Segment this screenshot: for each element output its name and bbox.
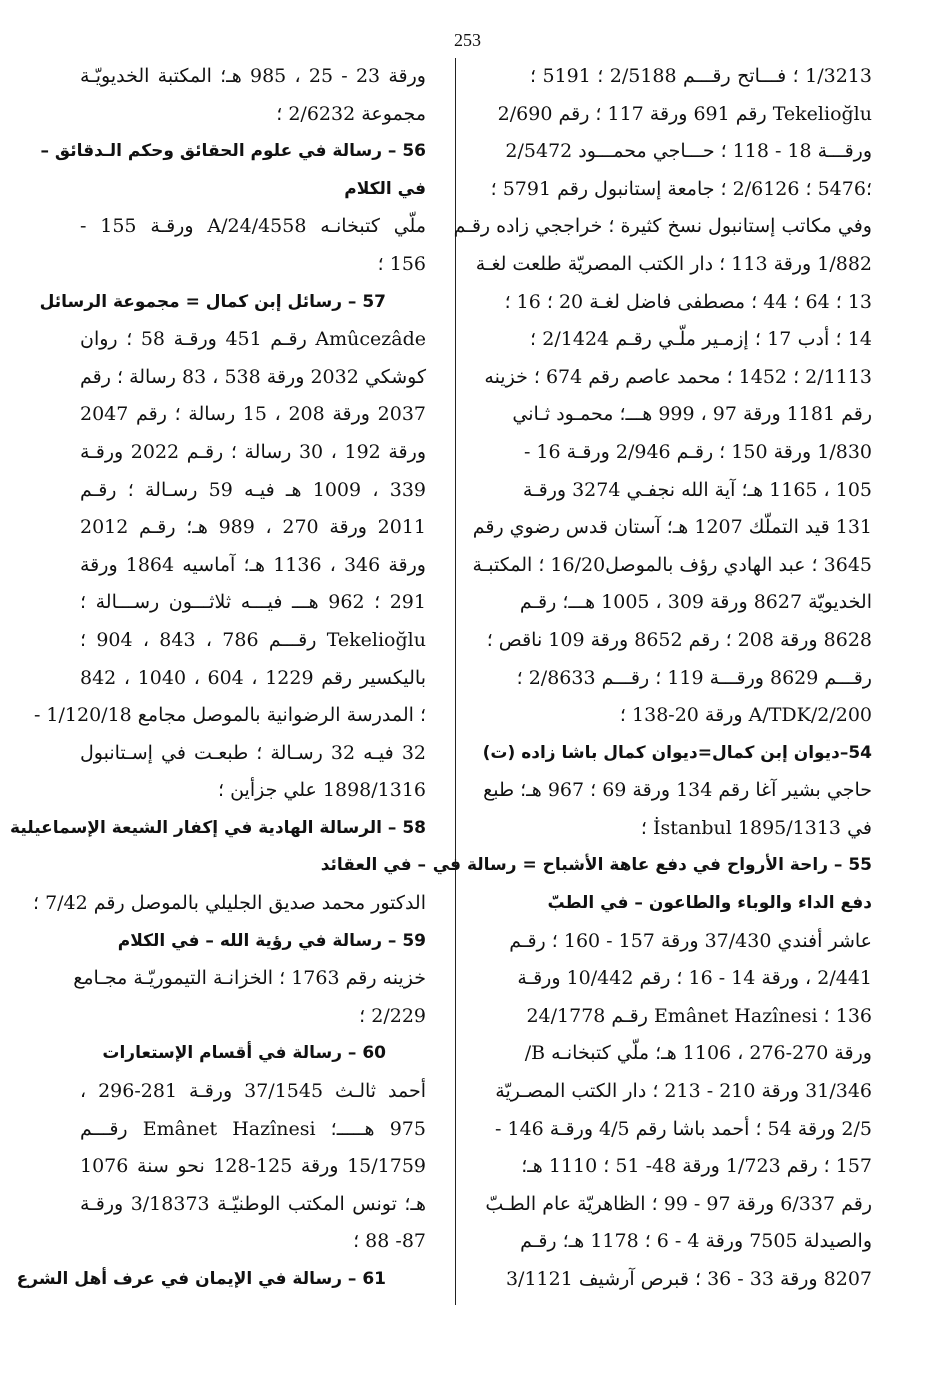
text-line: 59 – رسالة في رؤية الله – في الكلام	[117, 930, 426, 951]
text-line: 3645 ؛ عبد الهادي رؤف بالموصل16/20 ؛ المكتبـة	[472, 553, 872, 576]
text-line: 1/830 ورقة 150 ؛ رقـم 2/946 ورقـة 16 -	[523, 440, 872, 463]
text-line: ورقة 270-276 ، 1106 هـ؛ ملّي كتبخانـه B/	[524, 1042, 872, 1065]
text-line: 55 – راحة الأرواح في دفع عاهة الأشباح = رسالة في	[432, 855, 872, 876]
text-line: 54–ديوان إبن كمال=ديوان كمال باشا زاده (ت)	[482, 742, 872, 763]
text-line: 87- 88 ؛	[353, 1230, 426, 1253]
text-line: 136 ؛ Emânet Hazînesi رقـم 24/1778	[526, 1004, 872, 1027]
text-line: 2011 ورقة 270 ، 989 هـ؛ رقـم 2012	[80, 516, 427, 539]
text-line: – في العقائد	[320, 855, 426, 876]
text-line: ورقـــة 18 - 118 ؛ حـــاجي محمـــود 2/5472	[505, 140, 872, 163]
text-line: 13 ؛ 64 ؛ 44 ؛ مصطفى فاضل لغـة 20 ؛ 16 ؛	[504, 290, 872, 313]
text-line: وفي مكاتب إستانبول نسخ كثيرة ؛ خراججي زاده رقـم	[453, 215, 872, 238]
text-line: أحمد ثالـث 37/1545 ورقـة 281-296 ،	[80, 1080, 427, 1103]
text-line: Amûcezâde رقـم 451 ورقـة 58 ؛ روان	[80, 328, 426, 351]
text-line: 8628 ورقة 208 ؛ رقم 8652 ورقة 109 ناقص ؛	[486, 628, 872, 651]
text-line: دفع الداء والوباء والطاعون – في الطبّ	[547, 893, 872, 914]
text-line: 1898/1316 علي جزأين ؛	[218, 779, 426, 802]
text-line: 57 – رسائل إبن كمال = مجموعة الرسائل	[39, 291, 386, 312]
text-line: في الكلام	[344, 178, 426, 199]
right-column	[432, 58, 872, 1299]
text-line: ورقة 346 ، 1136 هـ؛ آماسيه 1864 ورقة	[80, 553, 426, 576]
text-line: 157 ؛ رقم 1/723 ورقة 48- 51 ؛ 1110 هـ؛	[521, 1155, 872, 1178]
text-line: Tekelioğlu رقـــم 786 ، 843 ، 904 ؛	[80, 628, 426, 651]
text-line: الخديويّة 8627 ورقة 309 ، 1005 هـــ؛ رقـم	[519, 591, 872, 614]
text-line: 31/346 ورقة 210 - 213 ؛ دار الكتب المصـريّة	[495, 1080, 872, 1103]
text-line: 2/5 ورقة 54 ؛ أحمد باشا رقم 4/5 ورقـة 146 -	[495, 1117, 872, 1140]
text-line: 1/3213 ؛ فـــاتح رقـــم 2/5188 ؛ 5191 ؛	[530, 65, 872, 87]
text-line: ورقة 23 - 25 ، 985 هـ؛ المكتبة الخديويّـة	[80, 65, 426, 87]
text-line: 56 – رسالة في علوم الحقائق وحكم الـدقائق –	[40, 141, 426, 162]
text-line: ؛ المدرسة الرضوانية بالموصل مجامع 1/120/18 -	[33, 704, 426, 727]
text-line: 339 ، 1009 هـ فيـه 59 رسـالة ؛ رقـم	[80, 478, 426, 501]
text-line: عاشر أفندي 37/430 ورقة 157 - 160 ؛ رقـم	[509, 929, 872, 952]
text-line: 2/441 ، ورقة 14 - 16 ؛ رقم 10/442 ورقـة	[517, 967, 872, 990]
text-line: 2/229 ؛	[359, 1004, 426, 1027]
text-line: 8207 ورقة 33 - 36 ؛ قبرص آرشيف 3/1121	[505, 1268, 872, 1290]
text-line: 131 قيد التملّك 1207 هـ؛ آستان قدس رضوي رقم	[472, 516, 872, 539]
text-line: 156 ؛	[377, 252, 426, 275]
text-line: 975 هـــــ؛ Emânet Hazînesi رقـــم	[80, 1117, 426, 1140]
text-line: 2037 ورقة 208 ، 15 رسالة ؛ رقم 2047	[80, 403, 426, 426]
text-line: حاجي بشير آغا رقم 134 ورقة 69 ؛ 967 هـ؛ طبع	[483, 779, 872, 802]
text-line: 61 – رسالة في الإيمان في عرف أهل الشرع	[16, 1269, 386, 1289]
text-line: Tekelioğlu رقم 691 ورقة 117 ؛ رقم 2/690	[497, 102, 872, 125]
text-line: رقم 6/337 ورقة 97 - 99 ؛ الظاهريّة عام الطـبّ	[485, 1192, 872, 1215]
text-line: رقـــم 8629 ورقـــة 119 ؛ رقـــم 2/8633 ؛	[516, 666, 872, 689]
text-line: مجموعة 2/6232 ؛	[276, 102, 426, 125]
text-line: هـ؛ تونس المكتب الوطنيّـة 3/18373 ورقـة	[80, 1192, 426, 1215]
text-line: 32 فيـه 32 رسـالة ؛ طبعـت في إسـتانبول	[80, 741, 426, 764]
text-line: 58 – الرسالة الهادية في إكفار الشيعة الإسماعيلية	[10, 817, 426, 838]
text-line: 2/200/A/TDK ورقة 20-138 ؛	[619, 704, 872, 727]
text-line: الدكتور محمد صديق الجليلي بالموصل رقم 7/42 ؛	[32, 892, 426, 915]
left-column	[10, 58, 427, 1299]
text-line: 291 ؛ 962 هـــ فيـــه ثلاثـــون رســـالة ؛	[80, 591, 426, 614]
text-line: كوشكي 2032 ورقة 538 ، 83 رسالة ؛ رقم	[80, 365, 427, 388]
text-line: رقم 1181 ورقة 97 ، 999 هـــ؛ محمـود ثـاني	[512, 403, 872, 426]
text-line: ورقة 192 ، 30 رسالة ؛ رقـم 2022 ورقـة	[80, 440, 426, 463]
text-line: 1/882 ورقة 113 ؛ دار الكتب المصريّة طلعت لغـة	[475, 252, 872, 275]
text-line: 2/1113 ؛ 1452 ؛ محمد عاصم رقم 674 ؛ خزينه	[484, 365, 872, 388]
text-line: خزينه رقم 1763 ؛ الخزانـة التيموريّـة مجـامع	[73, 967, 426, 990]
page-number: 253	[454, 30, 481, 50]
text-line: في İstanbul 1895/1313 ؛	[640, 816, 872, 839]
text-line: ؛5476 ؛ 2/6126 ؛ جامعة إستانبول رقم 5791 ؛	[490, 177, 872, 200]
text-line: باليكسير رقم 1229 ، 604 ، 1040 ، 842	[80, 666, 427, 689]
text-line: ملّي كتبخانـه 24/4558/A ورقـة 155 -	[80, 215, 426, 238]
text-line: 14 ؛ أدب 17 ؛ إزمـير ملّـي رقـم 2/1424 ؛	[530, 328, 872, 351]
text-line: 60 – رسالة في أقسام الإستعارات	[102, 1043, 386, 1064]
text-line: والصيدلة 7505 ورقة 4 - 6 ؛ 1178 هـ؛ رقـم	[520, 1230, 872, 1253]
text-line: 105 ، 1165 هـ؛ آية الله نجفـي 3274 ورقـة	[522, 478, 872, 501]
text-line: 15/1759 ورقة 125-128 نحو سنة 1076	[80, 1155, 427, 1178]
